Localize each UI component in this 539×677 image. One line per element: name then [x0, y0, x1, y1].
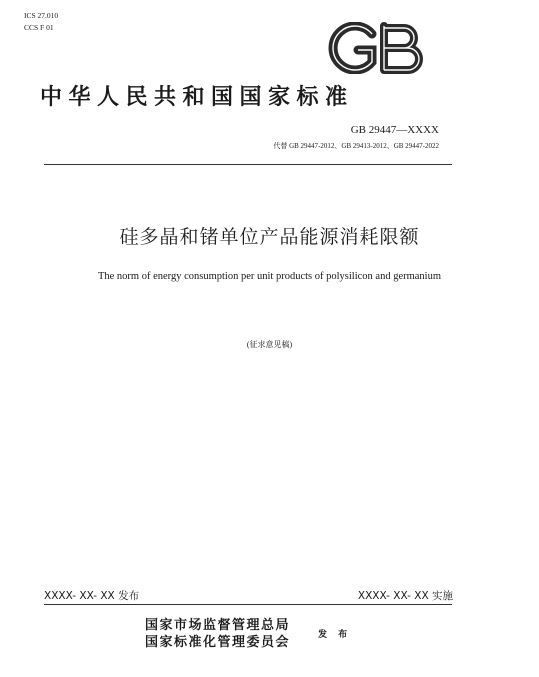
- implementation-date: XXXX- XX- XX 实施: [357, 590, 453, 602]
- publish-label: 发 布: [318, 630, 352, 640]
- classification-codes: [24, 10, 58, 34]
- issue-date: XXXX- XX- XX 发布: [44, 590, 140, 602]
- document-title-english: The norm of energy consumption per unit products of polysilicon and germanium: [97, 271, 442, 282]
- ics-code: ICS 27.010: [24, 11, 59, 20]
- replaces-note: 代替 GB 29447-2012、GB 29413-2012、GB 29447-2022: [273, 142, 439, 150]
- document-title: 硅多晶和锗单位产品能源消耗限额: [119, 226, 420, 248]
- standard-category-title: 中华人民共和国国家标准: [40, 85, 354, 110]
- draft-label: (征求意见稿): [246, 340, 293, 349]
- ccs-code: CCS F 01: [24, 23, 54, 32]
- gb-logo: [328, 22, 428, 74]
- issuer-sac: 国家标准化管理委员会: [145, 635, 291, 650]
- issuing-authorities: [145, 617, 290, 651]
- standard-number: GB 29447—XXXX: [350, 124, 439, 136]
- issuer-samr: 国家市场监督管理总局: [145, 618, 291, 633]
- header-divider: [44, 164, 452, 165]
- footer-divider: [44, 604, 452, 605]
